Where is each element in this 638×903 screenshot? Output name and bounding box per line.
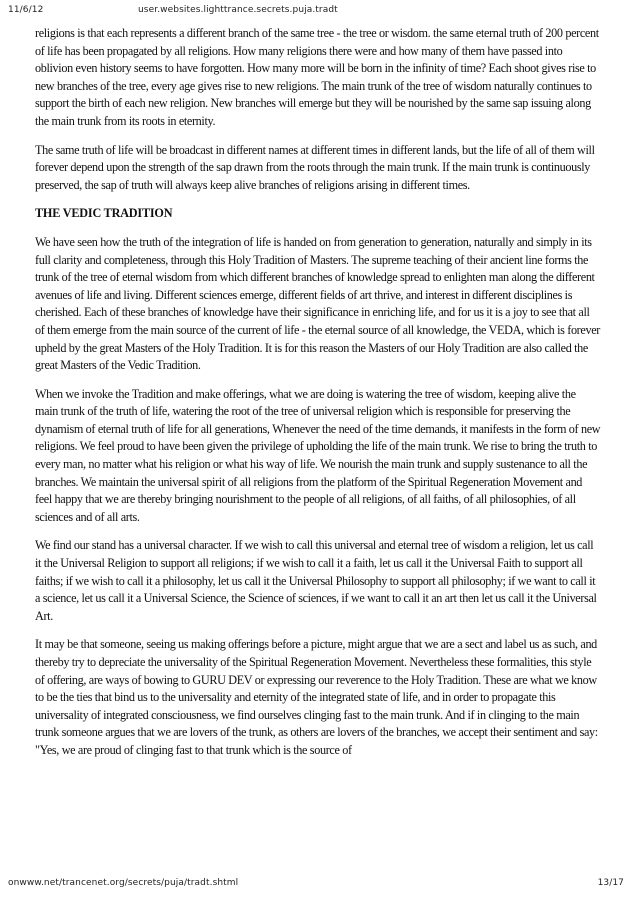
section-paragraph-3: We find our stand has a universal character. If we wish to call this universal and eternal tree of wisdom a religion, let us call it the Universal Religion to support all religions; if we wish to call it a faith, let us call it the Universal Faith to support all faiths; if we wish to call it a philosophy, let us call it the Universal Philosophy to support all philosophy; if we want to call it a science, let us call it a Universal Science, the Science of sciences, if we want to call it an art then let us call it the Universal Art.	[35, 538, 597, 623]
page-count: 13/17	[597, 878, 624, 888]
intro-paragraph-1: religions is that each represents a different branch of the same tree - the tree or wisdom. the same eternal truth of 200 percent of life has been propagated by all religions. How many religions there were and how many of them have passed into oblivion even history seems to have forgotten. How many more will be born in the infinity of time? Each shoot gives rise to new branches of the tree, every age gives rise to new religions. The main trunk of the tree of wisdom naturally continues to support the birth of each new religion. New branches will emerge but they will be nourished by the same sap issuing along the main trunk from its roots in eternity.	[35, 26, 599, 128]
intro-paragraph-2: The same truth of life will be broadcast in different names at different times in different lands, but the life of all of them will forever depend upon the strength of the sap drawn from the roots through the main trunk. If the main trunk is continuously preserved, the sap of truth will always keep alive branches of religions arising in different times.	[35, 142, 595, 192]
print-footer	[8, 877, 630, 889]
section-heading: THE VEDIC TRADITION	[35, 206, 173, 221]
print-footer-url: onwww.net/trancenet.org/secrets/puja/tradt.shtml	[8, 878, 239, 888]
print-header-url: user.websites.lighttrance.secrets.puja.tradt	[138, 5, 338, 15]
section-paragraph-2: When we invoke the Tradition and make offerings, what we are doing is watering the tree of wisdom, keeping alive the main trunk of the truth of life, watering the root of the tree of universal religion which is responsible for preserving the dynamism of eternal truth of life for all generations, Whenever the need of the time demands, it manifests in the form of new religions. We feel proud to have been given the privilege of upholding the life of the main trunk. We rise to bring the truth to every man, no matter what his religion or what his way of life. We nourish the main trunk and supply sustenance to all the branches. We maintain the universal spirit of all religions from the platform of the Spiritual Regeneration Movement and feel happy that we are thereby bringing nourishment to the people of all religions, of all faiths, of all philosophies, of all sciences and of all arts.	[35, 386, 601, 524]
print-date: 11/6/12	[8, 5, 44, 15]
document-body	[35, 25, 601, 771]
section-paragraph-1: We have seen how the truth of the integration of life is handed on from generation to generation, naturally and simply in its full clarity and completeness, through this Holy Tradition of Masters. The supreme teaching of their ancient line forms the trunk of the tree of eternal wisdom from which different branches of knowledge spread to enlighten man along the different avenues of life and living. Different sciences emerge, different fields of art thrive, and interest in different disciplines is cherished. Each of these branches of knowledge have their significance in enriching life, and for us it is a joy to see that all of them emerge from the main source of the current of life - the eternal source of all knowledge, the VEDA, which is forever upheld by the great Masters of the Holy Tradition. It is for this reason the Masters of our Holy Tradition are also called the great Masters of the Vedic Tradition.	[35, 234, 600, 373]
print-header	[8, 4, 630, 16]
section-paragraph-4: It may be that someone, seeing us making offerings before a picture, might argue that we are a sect and label us as such, and thereby try to depreciate the universality of the Spiritual Regeneration Movement. Nevertheless these formalities, this style of offering, are ways of bowing to GURU DEV or expressing our reverence to the Holy Tradition. These are what we know to be the ties that bind us to the universality and eternity of the integrated state of life, and in order to propagate this universality of integrated consciousness, we find ourselves clinging fast to the main trunk. And if in clinging to the main trunk someone argues that we are lovers of the trunk, as others are lovers of the branches, we accept their sentiment and say: "Yes, we are proud of clinging fast to that trunk which is the source of	[35, 637, 598, 757]
